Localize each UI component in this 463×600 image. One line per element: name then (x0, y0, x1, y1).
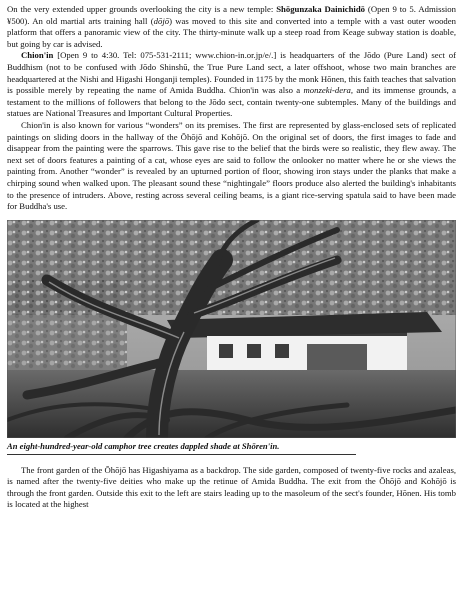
paragraph-dainichido: On the very extended upper grounds overlooking the city is a new temple: Shōgunzaka Dainichidō (Open 9 to 5. Admission ¥500). An old martial arts training hall (dōjō) was moved to this site and converted into a temple with a vast outer wooden platform that offers a panoramic view of the city. The thirty-minute walk up a steep road from Keage subway station is doable, but going by car is advised. (7, 4, 456, 49)
photo-caption: An eight-hundred-year-old camphor tree creates dappled shade at Shōren'in. (7, 441, 356, 455)
paragraph-wonders: Chion'in is also known for various “wonders” on its premises. The first are represented by glass-enclosed sets of replicated paintings on sliding doors in the hallway of the Ōhōjō and Kohōjō. On the original set of doors, the first images to fade and disappear from the painting were the sparrows. This gave rise to the belief that the birds were so realistic, they flew away. The next set of doors features a painting of a cat, whose eyes are said to follow the onlooker no matter where he or she views the painting from. Another “wonder” is revealed by an upturned portion of floor, showing iron stays under the planks that make a chirping sound when walked upon. The pleasant sound these “nightingale” floors produce also alerted the building's inhabitants to the presence of intruders. Above, resting across several ceiling beams, is a giant rice-serving spatula said to have been made for Buddha's use. (7, 119, 456, 212)
document-page (7, 4, 456, 511)
paragraph-chionin: Chion'in [Open 9 to 4:30. Tel: 075-531-2111; www.chion-in.or.jp/e/.] is headquarters of the Jōdo (Pure Land) sect of Buddhism (not to be confused with Jōdo Shinshū, the True Pure Land sect, a later offshoot, whose two main branches are headquartered at the Nishi and Higashi Honganji temples). Founded in 1175 by the monk Hōnen, this faith teaches that salvation is possible merely by repeating the name of Amida Buddha. Chion'in was also a monzeki-dera, and its immense grounds, a testament to the millions of followers that belong to the Jōdo sect, contain twenty-one subtemples. Many of the buildings and statues are National Treasures and Important Cultural Properties. (7, 50, 456, 119)
temple-name-chionin: Chion'in (21, 50, 54, 61)
paragraph-gardens: The front garden of the Ōhōjō has Higashiyama as a backdrop. The side garden, composed of twenty-five rocks and azaleas, is named after the twenty-five deities who make up the retinue of Amida Buddha. The exit from the Ōhōjō and Kohōjō is through the front garden. Outside this exit to the left are stairs leading up to the masoleum of the sect's founder, Hōnen. His tomb is located at the highest (7, 464, 456, 510)
temple-name-dainichido: Shōgunzaka Dainichidō (276, 4, 366, 14)
camphor-tree-photo (7, 220, 456, 438)
